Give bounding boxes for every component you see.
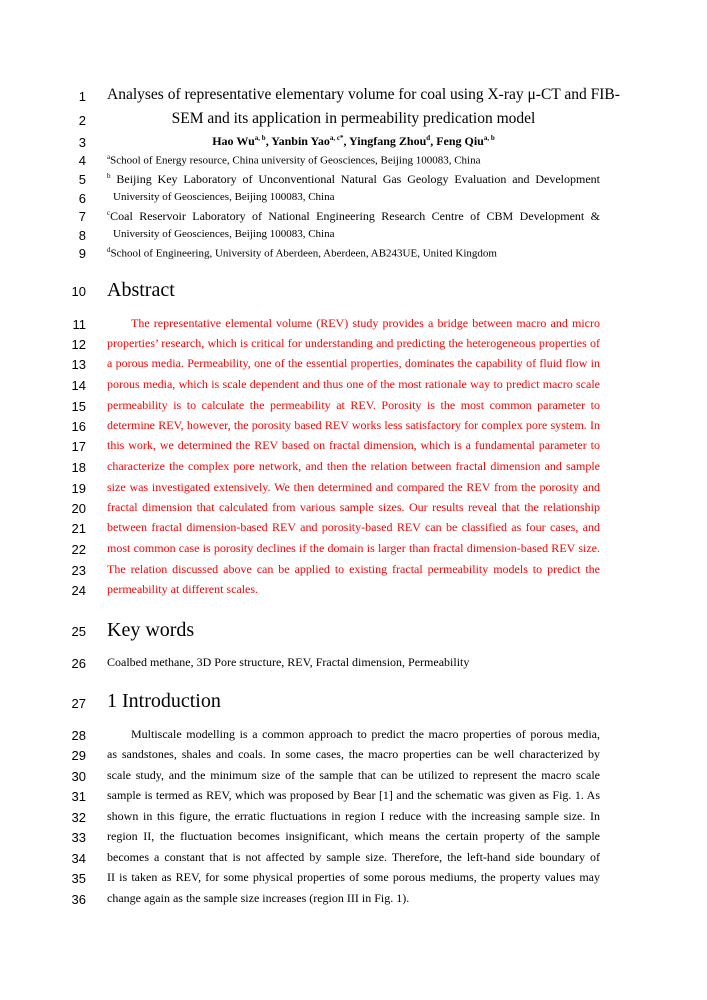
abstract-line: most common case is porosity declines if the domain is larger than fractal dimension-based REV size. [107,541,600,555]
affiliation-c-line-2: University of Geosciences, Beijing 100083, China [113,228,335,240]
affiliation-b-line-2: University of Geosciences, Beijing 100083, China [113,191,335,203]
line-number: 12 [71,337,86,352]
affiliation-d [107,246,600,260]
paper-title-line-1: Analyses of representative elementary volume for coal using X-ray μ-CT and FIB- [107,86,620,103]
line-number: 13 [71,357,86,372]
line-number: 17 [71,439,86,454]
line-number: 33 [71,830,86,845]
abstract-line: a porous media. Permeability, one of the essential properties, dominates the capability of fluid flow in [107,356,600,370]
line-number: 29 [71,748,86,763]
line-number: 16 [71,419,86,434]
introduction-line: change again as the sample size increases (region III in Fig. 1). [107,891,410,905]
abstract-line: fractal dimension that calculated from various sample sizes. Our results reveal that the relationship [107,500,600,514]
paper-title-line-2: SEM and its application in permeability predication model [171,110,536,127]
author-affiliation-mark: a, c* [329,134,344,142]
author-affiliation-mark: a, b [254,134,266,142]
affiliation-a [107,153,600,167]
line-number: 15 [71,399,86,414]
keywords-text: Coalbed methane, 3D Pore structure, REV, Fractal dimension, Permeability [107,655,470,669]
introduction-line: as sandstones, shales and coals. In some cases, the macro properties can be well characterized by [107,747,600,761]
line-number: 10 [71,284,86,299]
line-number: 34 [71,851,86,866]
line-number: 35 [71,871,86,886]
line-number: 4 [78,153,86,168]
line-number: 6 [78,191,86,206]
line-number: 2 [78,113,86,128]
affiliation-text: Beijing Key Laboratory of Unconventional Natural Gas Geology Evaluation and Development [116,172,600,186]
abstract-line: properties’ research, which is critical for understanding and predicting the heterogeneous properties of [107,336,600,350]
affiliation-mark: d [107,246,111,254]
author-name: Feng Qiu [436,134,484,148]
affiliation-mark: c [107,209,111,217]
abstract-line: permeability is to calculate the permeability at REV. Porosity is the most common parameter to [107,398,600,412]
affiliation-text: Coal Reservoir Laboratory of National Engineering Research Centre of CBM Development & [110,209,600,223]
line-number: 27 [71,696,86,711]
author-list: Hao Wu$^{a, b}$, Yanbin Yao$^{a, c*}$, Yingfang Zhou$^d$, Feng Qiu$^{a, b}$ [212,134,495,148]
line-number: 23 [71,563,86,578]
introduction-line: sample is termed as REV, which was proposed by Bear [1] and the schematic was given as Fig. 1. As [107,788,600,802]
abstract-heading: Abstract [107,279,175,301]
line-number: 19 [71,481,86,496]
introduction-line: scale study, and the minimum size of the sample that can be utilized to represent the macro scale [107,768,600,782]
line-number: 21 [71,521,86,536]
abstract-line: determine REV, however, the porosity based REV works less satisfactory for complex pore system. In [107,418,600,432]
abstract-line: size was investigated extensively. We then determined and compared the REV from the porosity and [107,480,600,494]
affiliation-text: School of Engineering, University of Aberdeen, Aberdeen, AB243UE, United Kingdom [110,247,497,260]
abstract-line: characterize the complex pore network, and then the relation between fractal dimension and sample [107,459,600,473]
line-number: 8 [78,228,86,243]
line-number: 7 [78,209,86,224]
abstract-line: The representative elemental volume (REV) study provides a bridge between macro and micro [131,316,600,330]
line-number: 20 [71,501,86,516]
line-number: 3 [78,135,86,150]
abstract-line: porous media, which is scale dependent and thus one of the most rationale way to predict macro scale [107,377,600,391]
introduction-line: II is taken as REV, for some physical properties of some porous mediums, the property values may [107,870,600,884]
line-number: 25 [71,624,86,639]
abstract-line: between fractal dimension-based REV and porosity-based REV can be classified as four cases, and [107,520,600,534]
affiliation-text: School of Energy resource, China university of Geosciences, Beijing 100083, China [110,154,481,167]
affiliation-mark: b [107,172,111,180]
keywords-heading: Key words [107,619,195,641]
line-number: 14 [71,378,86,393]
abstract-line: The relation discussed above can be applied to existing fractal permeability models to predict the [107,562,600,576]
introduction-heading: 1 Introduction [107,690,221,712]
author-affiliation-mark: d [426,134,431,142]
author-name: Yanbin Yao [271,134,330,148]
line-number: 9 [78,246,86,261]
line-number: 30 [71,769,86,784]
line-number: 1 [78,89,86,104]
affiliation-b-line-1 [107,172,600,188]
affiliation-c-line-1 [107,209,600,225]
line-number: 32 [71,810,86,825]
author-affiliation-mark: a, b [483,134,495,142]
line-number: 28 [71,728,86,743]
author-name: Hao Wu [212,134,255,148]
introduction-line: becomes a constant that is not affected by sample size. Therefore, the left-hand side boundary of [107,850,600,864]
introduction-line: Multiscale modelling is a common approach to predict the macro properties of porous media, [131,727,600,741]
line-number: 24 [71,583,86,598]
line-number: 18 [71,460,86,475]
line-number: 11 [72,317,86,332]
line-number: 22 [71,542,86,557]
abstract-line: permeability at different scales. [107,582,259,596]
author-name: Yingfang Zhou [349,134,427,148]
introduction-line: region II, the fluctuation becomes insignificant, which means the certain property of the sample [107,829,600,843]
introduction-line: shown in this figure, the erratic fluctuations in region I reduce with the increasing sample size. In [107,809,600,823]
line-number: 26 [71,656,86,671]
abstract-line: this work, we determined the REV based on fractal dimension, which is a fundamental parameter to [107,438,600,452]
affiliation-mark: a [107,153,111,161]
line-number: 31 [71,789,86,804]
line-number: 36 [71,892,86,907]
line-number: 5 [78,172,86,187]
